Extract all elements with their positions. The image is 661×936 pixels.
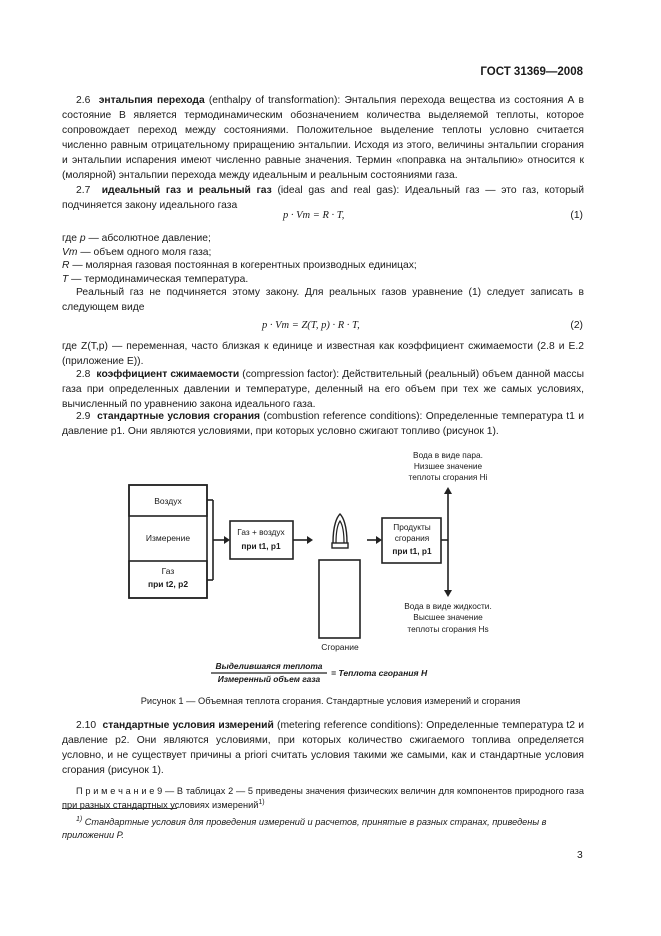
products-label-1: Продукты [393, 522, 431, 532]
term: коэффициент сжимаемости [96, 369, 240, 380]
vapor-label-2: Низшее значение [413, 461, 483, 471]
definition-symbol: p [79, 233, 86, 244]
section-body: (metering reference conditions): Определенные температура t2 и давление p2. Они являются условиями, при которых количество сжигаемого топлива определяется условно, и не существует причины a priori считать условия такими же самыми, как и стандартные условия сгорания (рисунок 1). [62, 720, 584, 776]
footnote-rule [62, 808, 177, 809]
definition-text: — объем одного моля газа; [80, 246, 212, 258]
section-number: 2.9 [76, 411, 91, 422]
section-number: 2.6 [76, 95, 91, 106]
footnote-mark: 1) [76, 816, 83, 823]
section-body: (combustion reference conditions): Определенные температура t1 и давление p1. Они являются условиями, при которых условно сжигают топливо (рисунок 1). [62, 411, 584, 437]
note-label: П р и м е ч а н и е 9 [76, 786, 163, 796]
term: стандартные условия измерений [102, 720, 274, 731]
gas-conditions-label: при t2, p2 [147, 579, 189, 589]
arrow-icon [307, 536, 313, 544]
figure-caption: Рисунок 1 — Объемная теплота сгорания. Стандартные условия измерений и сгорания [140, 696, 521, 706]
definition-symbol: R [62, 260, 70, 272]
z-definition: где Z(T,p) — переменная, часто близкая к единице и известная как коэффициент сжимаемости (2.8 и Е.2 (приложение Е)). [62, 341, 584, 367]
term: энтальпия перехода [98, 95, 205, 106]
arrow-up-icon [444, 487, 452, 494]
term: идеальный газ и реальный газ [101, 185, 272, 196]
section-2-8 [62, 368, 584, 413]
air-label: Воздух [154, 496, 182, 506]
formula-1: p · Vm = R · T, [283, 210, 345, 221]
combustion-label: Сгорание [321, 642, 359, 652]
arrow-icon [376, 536, 382, 544]
definition-item [62, 232, 211, 246]
definition-item [62, 273, 248, 287]
liquid-label-1: Вода в виде жидкости. [404, 601, 492, 611]
section-2-10 [62, 719, 584, 779]
definition-text: — молярная газовая постоянная в когерентных производных единицах; [72, 260, 417, 272]
section-body: (ideal gas and real gas): Идеальный газ — это газ, который подчиняется закону идеального газа [62, 185, 584, 211]
liquid-label-2: Высшее значение [413, 612, 483, 622]
section-number: 2.7 [76, 185, 91, 196]
vapor-label-3: теплоты сгорания Hi [408, 472, 488, 482]
arrow-down-icon [444, 590, 452, 597]
formula-1-number: (1) [570, 210, 583, 221]
measurement-label: Измерение [145, 533, 191, 543]
section-body: (enthalpy of transformation): Энтальпия перехода вещества из состояния А в состояние В является термодинамическим обозначением количества выделяемой теплоты, которое сопровождает переход между состояниями. Положительное выделение теплоты условно считается численно равным отрицательному приращению энтальпии. Исходя из этого, величины энтальпии сгорания и энтальпии испарения имеют численно равные значения. Термин «поправка на энтальпию» относится к (молярной) энтальпии перехода между идеальным и реальным состояниями газа. [62, 95, 584, 181]
liquid-label-3: теплоты сгорания Hs [407, 624, 489, 634]
burner-cylinder [319, 560, 360, 638]
fraction-result: = Теплота сгорания H [331, 668, 428, 678]
fraction-denominator: Измеренный объем газа [217, 674, 321, 684]
vapor-label-1: Вода в виде пара. [413, 450, 483, 460]
mixture-label: Газ + воздух [237, 527, 285, 537]
definition-text: — абсолютное давление; [88, 233, 211, 244]
document-header: ГОСТ 31369—2008 [480, 66, 583, 78]
products-label-2: сгорания [394, 533, 430, 543]
section-number: 2.8 [76, 369, 91, 380]
footnote-text: Стандартные условия для проведения измерений и расчетов, принятые в разных странах, приведены в приложении Р. [62, 817, 547, 840]
figure-1-diagram [0, 440, 661, 690]
arrow-icon [224, 536, 230, 544]
definition-item [62, 246, 211, 260]
fraction-numerator: Выделившаяся теплота [215, 661, 323, 671]
definition-symbol: Vm [62, 246, 78, 258]
real-gas-paragraph: Реальный газ не подчиняется этому закону. Для реальных газов уравнение (1) следует записать в следующем виде [62, 287, 584, 313]
where-label: где [62, 233, 78, 244]
section-number: 2.10 [76, 720, 97, 731]
term: стандартные условия сгорания [97, 411, 261, 422]
mixture-conditions-label: при t1, p1 [241, 541, 281, 551]
definition-item [62, 259, 417, 273]
formula-2: p · Vm = Z(T, p) · R · T, [262, 320, 360, 331]
formula-2-number: (2) [570, 320, 583, 331]
section-2-9 [62, 410, 584, 440]
definition-symbol: T [62, 273, 69, 285]
section-2-6 [62, 94, 584, 183]
page-number: 3 [577, 850, 583, 861]
gas-label: Газ [161, 566, 175, 576]
note-text: — В таблицах 2 — 5 приведены значения физических величин для компонентов природного газа при разных стандартных условиях измерений [62, 786, 584, 811]
section-body: (compression factor): Действительный (реальный) объем данной массы газа при определенных давлении и температуре, деленный на его объем при тех же самых условиях, вычисленный по уравнению закона идеального газа. [62, 369, 584, 410]
products-conditions-label: при t1, p1 [392, 546, 432, 556]
definition-text: — термодинамическая температура. [71, 273, 249, 285]
burner-flame-icon [332, 514, 348, 548]
footnote-ref: 1) [258, 799, 265, 807]
footnote [62, 814, 584, 841]
